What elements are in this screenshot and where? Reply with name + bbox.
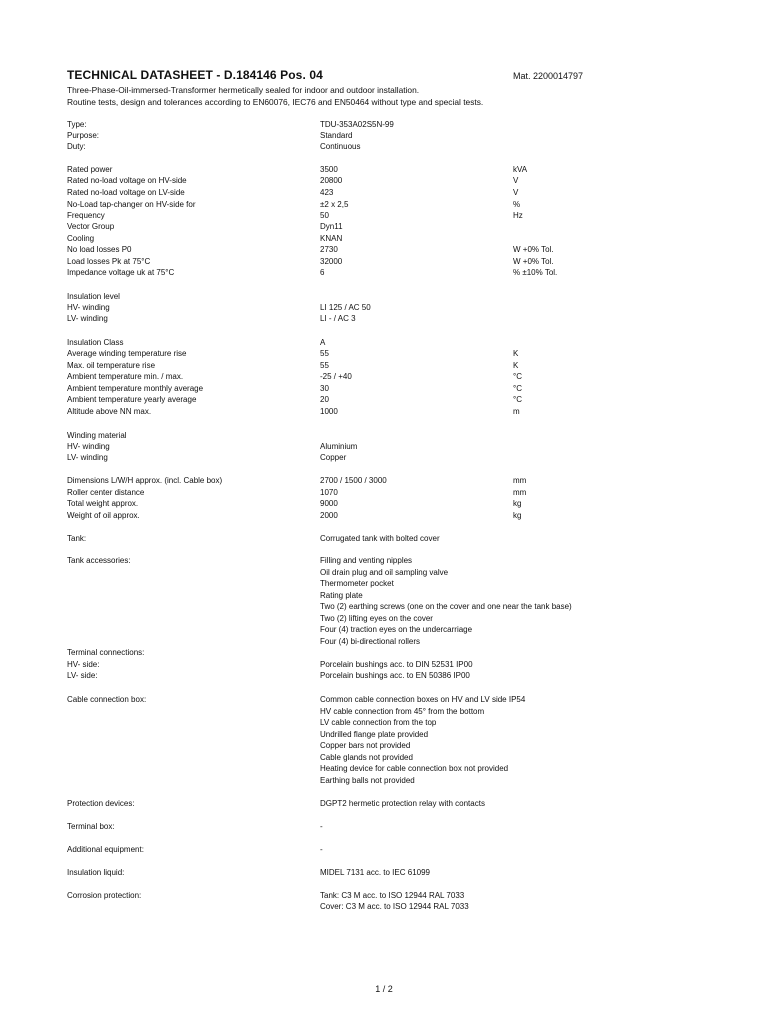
- spec-value: 9000: [320, 499, 338, 508]
- spec-value: 1070: [320, 488, 338, 497]
- spec-label: Frequency: [67, 211, 105, 220]
- spec-value: 55: [320, 361, 329, 370]
- spec-label: Ambient temperature monthly average: [67, 384, 204, 393]
- spec-value: A: [320, 338, 326, 347]
- spec-label: Vector Group: [67, 222, 115, 231]
- spec-label: HV- side:: [67, 660, 100, 669]
- spec-label: No load losses P0: [67, 245, 132, 254]
- spec-row: [0, 752, 768, 763]
- spec-label: Ambient temperature yearly average: [67, 395, 197, 404]
- spec-value: Rating plate: [320, 591, 363, 600]
- spec-row: [0, 302, 768, 313]
- spec-label: Weight of oil approx.: [67, 511, 140, 520]
- spec-row: [0, 430, 768, 441]
- spec-value: Aluminium: [320, 442, 358, 451]
- spec-label: Cooling: [67, 234, 95, 243]
- spec-unit: W +0% Tol.: [513, 245, 554, 254]
- spec-value: Dyn11: [320, 222, 343, 231]
- spec-label: Terminal box:: [67, 822, 115, 831]
- spec-row: [0, 867, 768, 878]
- spec-value: 6: [320, 268, 325, 277]
- spec-value: Two (2) lifting eyes on the cover: [320, 614, 433, 623]
- spec-value: Copper: [320, 453, 347, 462]
- spec-row: [0, 659, 768, 670]
- spec-label: Max. oil temperature rise: [67, 361, 156, 370]
- spec-label: Cable connection box:: [67, 695, 147, 704]
- spec-unit: W +0% Tol.: [513, 257, 554, 266]
- subtitle-line-2: Routine tests, design and tolerances according to EN60076, IEC76 and EN50464 without type and special tests.: [67, 97, 484, 107]
- spec-row: [0, 475, 768, 486]
- spec-row: [0, 694, 768, 705]
- spec-value: Two (2) earthing screws (one on the cover and one near the tank base): [320, 602, 572, 611]
- spec-value: Porcelain bushings acc. to DIN 52531 IP00: [320, 660, 473, 669]
- spec-row: [0, 510, 768, 521]
- spec-label: No-Load tap-changer on HV-side for: [67, 200, 196, 209]
- spec-value: LV cable connection from the top: [320, 718, 437, 727]
- spec-row: [0, 130, 768, 141]
- page-number: 1 / 2: [375, 984, 393, 994]
- spec-row: [0, 141, 768, 152]
- spec-value: Copper bars not provided: [320, 741, 411, 750]
- spec-value: Filling and venting nipples: [320, 556, 413, 565]
- spec-unit: mm: [513, 476, 527, 485]
- spec-label: Purpose:: [67, 131, 100, 140]
- spec-label: Altitude above NN max.: [67, 407, 152, 416]
- spec-row: [0, 798, 768, 809]
- spec-label: Duty:: [67, 142, 86, 151]
- spec-row: [0, 555, 768, 566]
- spec-label: Type:: [67, 120, 87, 129]
- spec-value: Continuous: [320, 142, 361, 151]
- spec-label: Insulation Class: [67, 338, 124, 347]
- spec-unit: % ±10% Tol.: [513, 268, 558, 277]
- spec-value: 423: [320, 188, 334, 197]
- spec-value: 2700 / 1500 / 3000: [320, 476, 387, 485]
- spec-row: [0, 233, 768, 244]
- spec-row: [0, 348, 768, 359]
- spec-value: MIDEL 7131 acc. to IEC 61099: [320, 868, 430, 877]
- spec-row: [0, 601, 768, 612]
- spec-unit: V: [513, 188, 519, 197]
- spec-label: Tank:: [67, 534, 87, 543]
- spec-value: KNAN: [320, 234, 343, 243]
- spec-row: [0, 175, 768, 186]
- spec-unit: m: [513, 407, 520, 416]
- spec-value: DGPT2 hermetic protection relay with contacts: [320, 799, 485, 808]
- spec-row: [0, 844, 768, 855]
- spec-row: [0, 164, 768, 175]
- spec-label: LV- side:: [67, 671, 98, 680]
- document-title: TECHNICAL DATASHEET - D.184146 Pos. 04: [67, 68, 323, 82]
- spec-row: [0, 717, 768, 728]
- spec-value: Four (4) traction eyes on the undercarriage: [320, 625, 473, 634]
- spec-row: [0, 199, 768, 210]
- spec-row: [0, 578, 768, 589]
- spec-value: 2000: [320, 511, 338, 520]
- spec-label: HV- winding: [67, 303, 110, 312]
- spec-row: [0, 647, 768, 658]
- spec-value: TDU-353A02S5N-99: [320, 120, 394, 129]
- spec-row: [0, 256, 768, 267]
- spec-row: [0, 244, 768, 255]
- spec-row: [0, 775, 768, 786]
- spec-label: Impedance voltage uk at 75°C: [67, 268, 175, 277]
- spec-value: 32000: [320, 257, 343, 266]
- spec-label: Additional equipment:: [67, 845, 144, 854]
- spec-row: [0, 371, 768, 382]
- spec-label: Terminal connections:: [67, 648, 145, 657]
- spec-row: [0, 498, 768, 509]
- spec-value: Porcelain bushings acc. to EN 50386 IP00: [320, 671, 470, 680]
- material-number: Mat. 2200014797: [513, 71, 584, 81]
- spec-value: HV cable connection from 45° from the bottom: [320, 707, 485, 716]
- spec-row: [0, 729, 768, 740]
- spec-row: [0, 267, 768, 278]
- spec-unit: K: [513, 361, 519, 370]
- spec-value: 55: [320, 349, 329, 358]
- spec-label: Dimensions L/W/H approx. (incl. Cable box): [67, 476, 223, 485]
- spec-label: Corrosion protection:: [67, 891, 142, 900]
- spec-label: LV- winding: [67, 453, 108, 462]
- spec-row: [0, 533, 768, 544]
- spec-label: Roller center distance: [67, 488, 145, 497]
- spec-row: [0, 452, 768, 463]
- spec-row: [0, 670, 768, 681]
- spec-value: Cover: C3 M acc. to ISO 12944 RAL 7033: [320, 902, 469, 911]
- spec-row: [0, 337, 768, 348]
- spec-label: Average winding temperature rise: [67, 349, 187, 358]
- spec-value: 1000: [320, 407, 338, 416]
- spec-row: [0, 487, 768, 498]
- spec-unit: °C: [513, 372, 522, 381]
- spec-row: [0, 890, 768, 901]
- spec-unit: kg: [513, 511, 522, 520]
- spec-value: ±2 x 2,5: [320, 200, 349, 209]
- spec-unit: %: [513, 200, 521, 209]
- spec-row: [0, 441, 768, 452]
- spec-label: Winding material: [67, 431, 127, 440]
- spec-value: 3500: [320, 165, 338, 174]
- spec-value: 50: [320, 211, 329, 220]
- spec-value: Four (4) bi-directional rollers: [320, 637, 421, 646]
- spec-row: [0, 821, 768, 832]
- spec-unit: mm: [513, 488, 527, 497]
- spec-unit: °C: [513, 384, 522, 393]
- spec-row: [0, 291, 768, 302]
- spec-row: [0, 901, 768, 912]
- spec-label: Load losses Pk at 75°C: [67, 257, 151, 266]
- spec-label: Total weight approx.: [67, 499, 139, 508]
- spec-label: Rated no-load voltage on LV-side: [67, 188, 185, 197]
- spec-row: [0, 383, 768, 394]
- spec-unit: K: [513, 349, 519, 358]
- spec-value: Heating device for cable connection box not provided: [320, 764, 509, 773]
- spec-row: [0, 590, 768, 601]
- spec-value: Common cable connection boxes on HV and LV side IP54: [320, 695, 526, 704]
- spec-row: [0, 394, 768, 405]
- spec-row: [0, 624, 768, 635]
- spec-value: Oil drain plug and oil sampling valve: [320, 568, 449, 577]
- spec-value: Undrilled flange plate provided: [320, 730, 429, 739]
- spec-value: Thermometer pocket: [320, 579, 394, 588]
- spec-row: [0, 613, 768, 624]
- spec-unit: V: [513, 176, 519, 185]
- spec-value: 20800: [320, 176, 343, 185]
- spec-unit: °C: [513, 395, 522, 404]
- spec-row: [0, 313, 768, 324]
- spec-row: [0, 221, 768, 232]
- spec-row: [0, 567, 768, 578]
- spec-label: Ambient temperature min. / max.: [67, 372, 184, 381]
- spec-value: 20: [320, 395, 329, 404]
- spec-label: Tank accessories:: [67, 556, 131, 565]
- spec-value: 2730: [320, 245, 338, 254]
- spec-value: -: [320, 822, 323, 831]
- spec-value: 30: [320, 384, 329, 393]
- spec-value: Corrugated tank with bolted cover: [320, 534, 440, 543]
- spec-row: [0, 706, 768, 717]
- spec-label: Insulation liquid:: [67, 868, 125, 877]
- spec-value: Earthing balls not provided: [320, 776, 415, 785]
- spec-value: Cable glands not provided: [320, 753, 413, 762]
- spec-row: [0, 119, 768, 130]
- spec-label: Protection devices:: [67, 799, 135, 808]
- spec-value: LI 125 / AC 50: [320, 303, 371, 312]
- spec-row: [0, 187, 768, 198]
- spec-row: [0, 740, 768, 751]
- spec-row: [0, 210, 768, 221]
- spec-value: -25 / +40: [320, 372, 352, 381]
- spec-value: LI - / AC 3: [320, 314, 356, 323]
- spec-unit: kg: [513, 499, 522, 508]
- subtitle-line-1: Three-Phase-Oil-immersed-Transformer hermetically sealed for indoor and outdoor installation.: [67, 85, 420, 95]
- spec-row: [0, 763, 768, 774]
- spec-label: LV- winding: [67, 314, 108, 323]
- spec-row: [0, 360, 768, 371]
- spec-value: Tank: C3 M acc. to ISO 12944 RAL 7033: [320, 891, 465, 900]
- spec-value: Standard: [320, 131, 353, 140]
- spec-label: Insulation level: [67, 292, 120, 301]
- spec-label: Rated power: [67, 165, 113, 174]
- spec-row: [0, 636, 768, 647]
- spec-label: Rated no-load voltage on HV-side: [67, 176, 187, 185]
- spec-unit: Hz: [513, 211, 523, 220]
- spec-value: -: [320, 845, 323, 854]
- spec-unit: kVA: [513, 165, 528, 174]
- spec-row: [0, 406, 768, 417]
- spec-label: HV- winding: [67, 442, 110, 451]
